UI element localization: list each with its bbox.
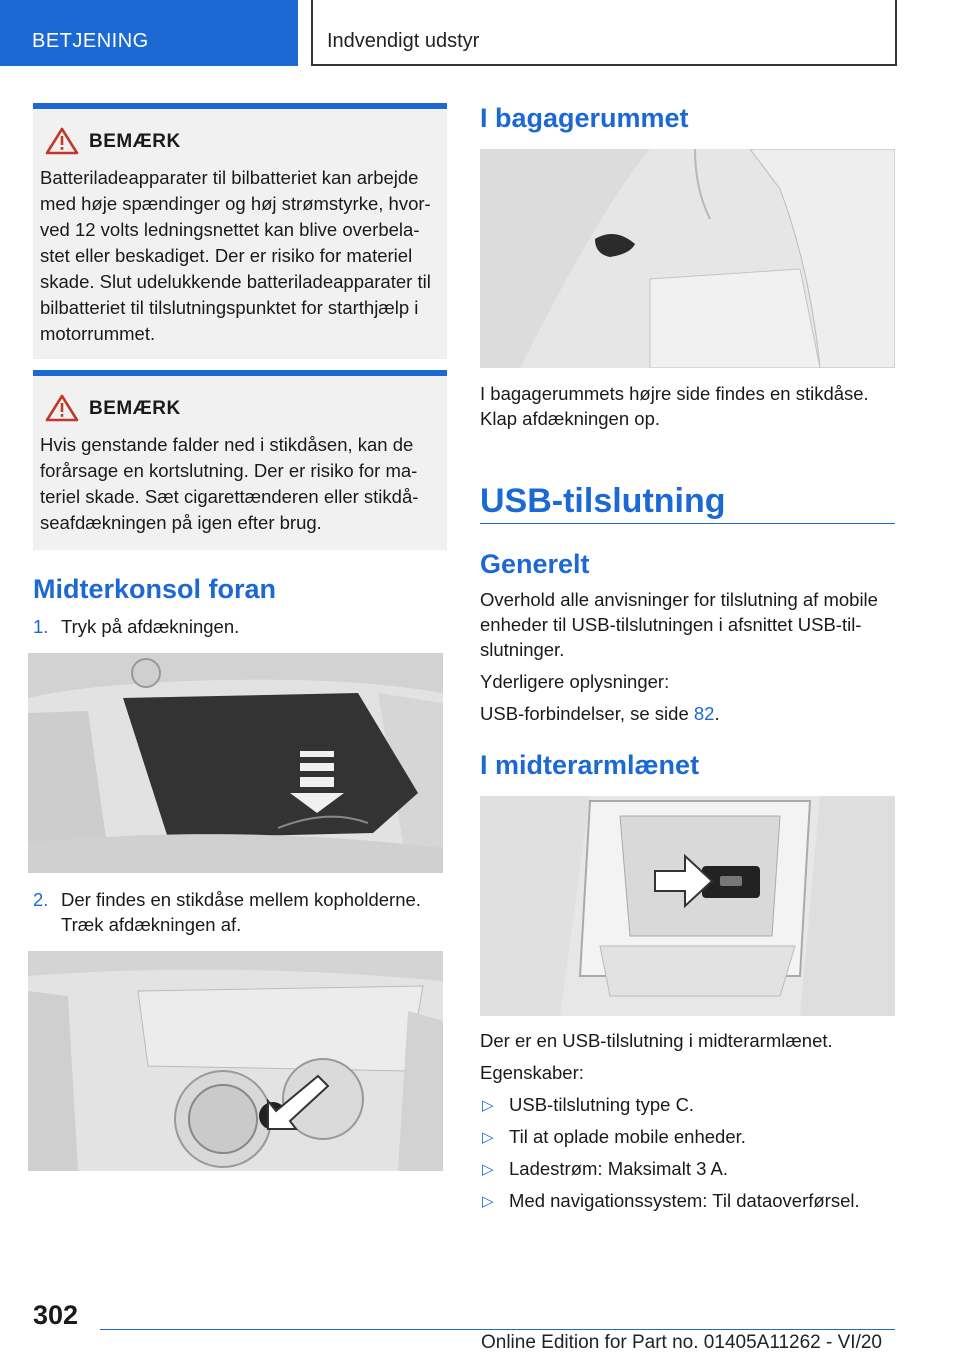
armrest-usb-illustration xyxy=(480,796,895,1016)
trunk-socket-illustration xyxy=(480,149,895,368)
bullet-icon: ▷ xyxy=(482,1097,494,1114)
warning-triangle-icon xyxy=(45,127,79,155)
note-line: Hvis genstande falder ned i stikdåsen, kan de xyxy=(40,434,414,455)
section-title: BETJENING xyxy=(32,30,149,52)
heading-armrest: I midterarmlænet xyxy=(480,750,700,780)
page-number: 302 xyxy=(33,1300,79,1330)
text-line: Klap afdækningen op. xyxy=(480,408,660,429)
note-text xyxy=(40,432,441,536)
bullet-text: Til at oplade mobile enheder. xyxy=(509,1126,746,1147)
text-line: I bagagerummets højre side findes en stikdåse. xyxy=(480,383,869,404)
note-line: Batteriladeapparater til bilbatteriet kan arbejde xyxy=(40,167,419,188)
chapter-title: Indvendigt udstyr xyxy=(327,30,480,52)
page-link-82[interactable]: 82 xyxy=(693,703,715,724)
note-line: stet eller beskadiget. Der er risiko for materiel xyxy=(40,245,413,266)
reference-end: . xyxy=(714,703,720,724)
step-text: Tryk på afdækningen. xyxy=(61,616,240,637)
note-line: teriel skade. Sæt cigarettænderen eller stikdå- xyxy=(40,486,419,507)
usb-reference xyxy=(480,701,720,726)
text-line: enheder til USB-tilslutningen i afsnittet USB-til- xyxy=(480,614,862,635)
trunk-description xyxy=(480,381,869,431)
bullet-icon: ▷ xyxy=(482,1193,494,1210)
warning-note-socket xyxy=(33,370,447,550)
console-cover-illustration xyxy=(28,653,443,873)
heading-front-console: Midterkonsol foran xyxy=(33,574,277,604)
section-tab xyxy=(0,0,298,66)
chapter-tab xyxy=(311,0,897,66)
bullet-icon: ▷ xyxy=(482,1129,494,1146)
properties-label: Egenskaber: xyxy=(480,1062,584,1083)
step-line: Der findes en stikdåse mellem kopholderne. xyxy=(61,889,421,910)
warning-triangle-icon xyxy=(45,394,79,422)
step-text xyxy=(61,887,421,937)
note-title: BEMÆRK xyxy=(89,131,181,152)
note-line: med høje spændinger og høj strømstyrke, hvor- xyxy=(40,193,431,214)
note-text xyxy=(40,165,441,347)
text-line: Overhold alle anvisninger for tilslutning af mobile xyxy=(480,589,878,610)
note-line: motorrummet. xyxy=(40,323,156,344)
note-line: skade. Slut udelukkende batteriladeapparater til xyxy=(40,271,431,292)
warning-note-battery-charger xyxy=(33,103,447,359)
bullet-icon: ▷ xyxy=(482,1161,494,1178)
cupholder-socket-illustration xyxy=(28,951,443,1171)
heading-general: Generelt xyxy=(480,549,590,579)
bullet-text: Ladestrøm: Maksimalt 3 A. xyxy=(509,1158,728,1179)
edition-footer: Online Edition for Part no. 01405A11262 - VI/20 xyxy=(480,1332,882,1353)
armrest-description: Der er en USB-tilslutning i midterarmlænet. xyxy=(480,1030,833,1051)
step-number: 1. xyxy=(33,616,49,637)
heading-usb: USB-tilslutning xyxy=(480,482,726,520)
note-line: seafdækningen på igen efter brug. xyxy=(40,512,322,533)
note-line: forårsage en kortslutning. Der er risiko for ma- xyxy=(40,460,418,481)
usb-general-paragraph xyxy=(480,587,878,662)
bullet-text: USB-tilslutning type C. xyxy=(509,1094,695,1115)
more-info-label: Yderligere oplysninger: xyxy=(480,671,670,692)
reference-text: USB-forbindelser, se side xyxy=(480,703,694,724)
heading-rule xyxy=(480,523,895,524)
note-title: BEMÆRK xyxy=(89,398,181,419)
text-line: slutninger. xyxy=(480,639,565,660)
step-line: Træk afdækningen af. xyxy=(61,914,242,935)
note-line: ved 12 volts ledningsnettet kan blive overbela- xyxy=(40,219,420,240)
bullet-text: Med navigationssystem: Til dataoverførsel. xyxy=(509,1190,860,1211)
heading-trunk: I bagagerummet xyxy=(480,103,689,133)
note-line: bilbatteriet til tilslutningspunktet for starthjælp i xyxy=(40,297,419,318)
footer-rule xyxy=(100,1329,895,1330)
step-number: 2. xyxy=(33,889,49,910)
